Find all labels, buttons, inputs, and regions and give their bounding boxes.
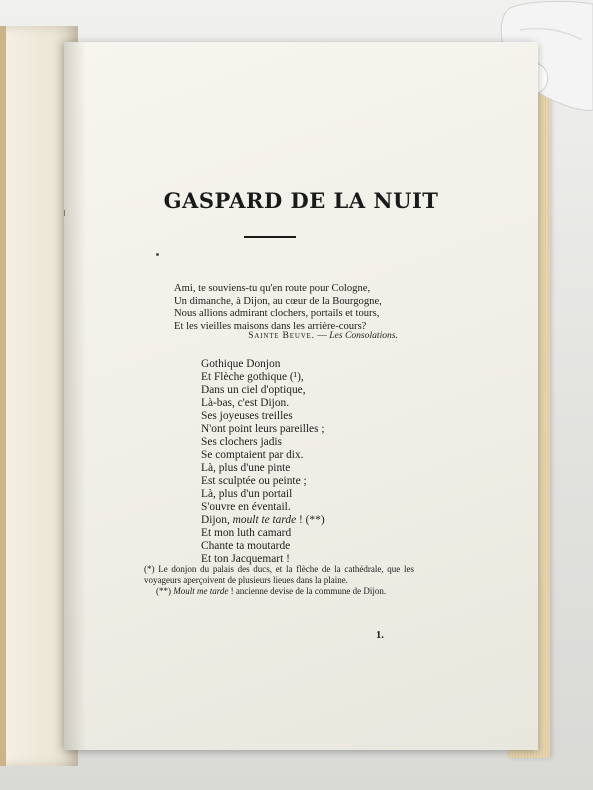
poem-line: Là, plus d'un portail bbox=[201, 488, 293, 500]
poem-line: N'ont point leurs pareilles ; bbox=[201, 423, 325, 435]
poem-line: Là-bas, c'est Dijon. bbox=[201, 397, 290, 409]
footnote-2-suffix: ! ancienne devise de la commune de Dijon. bbox=[228, 586, 387, 597]
poem-line: Chante ta moutarde bbox=[201, 540, 291, 552]
epigraph-line: Et les vieilles maisons dans les arrière-cours? bbox=[174, 320, 367, 332]
book-cover-edge bbox=[0, 26, 6, 766]
footnotes bbox=[144, 564, 414, 598]
margin-mark bbox=[64, 210, 65, 216]
poem-line: Se comptaient par dix. bbox=[201, 449, 304, 461]
poem-line: S'ouvre en éventail. bbox=[201, 501, 291, 513]
attribution-dash: — bbox=[314, 330, 330, 341]
dijon-motto: moult te tarde bbox=[232, 514, 297, 526]
epigraph bbox=[174, 283, 504, 333]
epigraph-attribution bbox=[248, 330, 398, 341]
poem-line-dijon bbox=[201, 514, 431, 527]
poem-stanza-1 bbox=[201, 358, 431, 462]
page-number: 1. bbox=[376, 630, 384, 641]
footnote-1: (*) Le donjon du palais des ducs, et la flèche de la cathédrale, que les voyageurs aperçoivent de plusieurs lieues dans la plaine. bbox=[144, 564, 414, 586]
poem-line: Gothique Donjon bbox=[201, 358, 281, 370]
footnote-2-prefix: (**) bbox=[156, 586, 174, 597]
gutter-shadow bbox=[64, 42, 86, 750]
epigraph-line: Un dimanche, à Dijon, au cœur de la Bourgogne, bbox=[174, 295, 382, 307]
epigraph-line: Nous allions admirant clochers, portails et tours, bbox=[174, 308, 380, 320]
footnote-2 bbox=[144, 586, 414, 597]
poem-line: Dans un ciel d'optique, bbox=[201, 384, 306, 396]
dijon-suffix: ! (**) bbox=[296, 514, 325, 526]
poem-line: Ses clochers jadis bbox=[201, 436, 282, 448]
ink-speck bbox=[156, 253, 159, 256]
book-page bbox=[64, 42, 538, 750]
poem-line: Ses joyeuses treilles bbox=[201, 410, 293, 422]
poem-stanza-2 bbox=[201, 462, 431, 566]
footnote-2-motto: Moult me tarde bbox=[173, 586, 229, 597]
poem-line: Là, plus d'une pinte bbox=[201, 462, 291, 474]
poem-line: Et ton Jacquemart ! bbox=[201, 553, 290, 565]
poem-line: Et mon luth camard bbox=[201, 527, 292, 539]
poem-line: Est sculptée ou peinte ; bbox=[201, 475, 307, 487]
page-title: GASPARD DE LA NUIT bbox=[163, 188, 439, 213]
attribution-work: Les Consolations. bbox=[329, 330, 398, 341]
attribution-author: Sainte Beuve. bbox=[248, 330, 315, 341]
dijon-prefix: Dijon, bbox=[201, 514, 233, 526]
epigraph-line: Ami, te souviens-tu qu'en route pour Cologne, bbox=[174, 283, 371, 294]
title-rule bbox=[244, 236, 296, 238]
poem-line: Et Flèche gothique (¹), bbox=[201, 371, 304, 383]
